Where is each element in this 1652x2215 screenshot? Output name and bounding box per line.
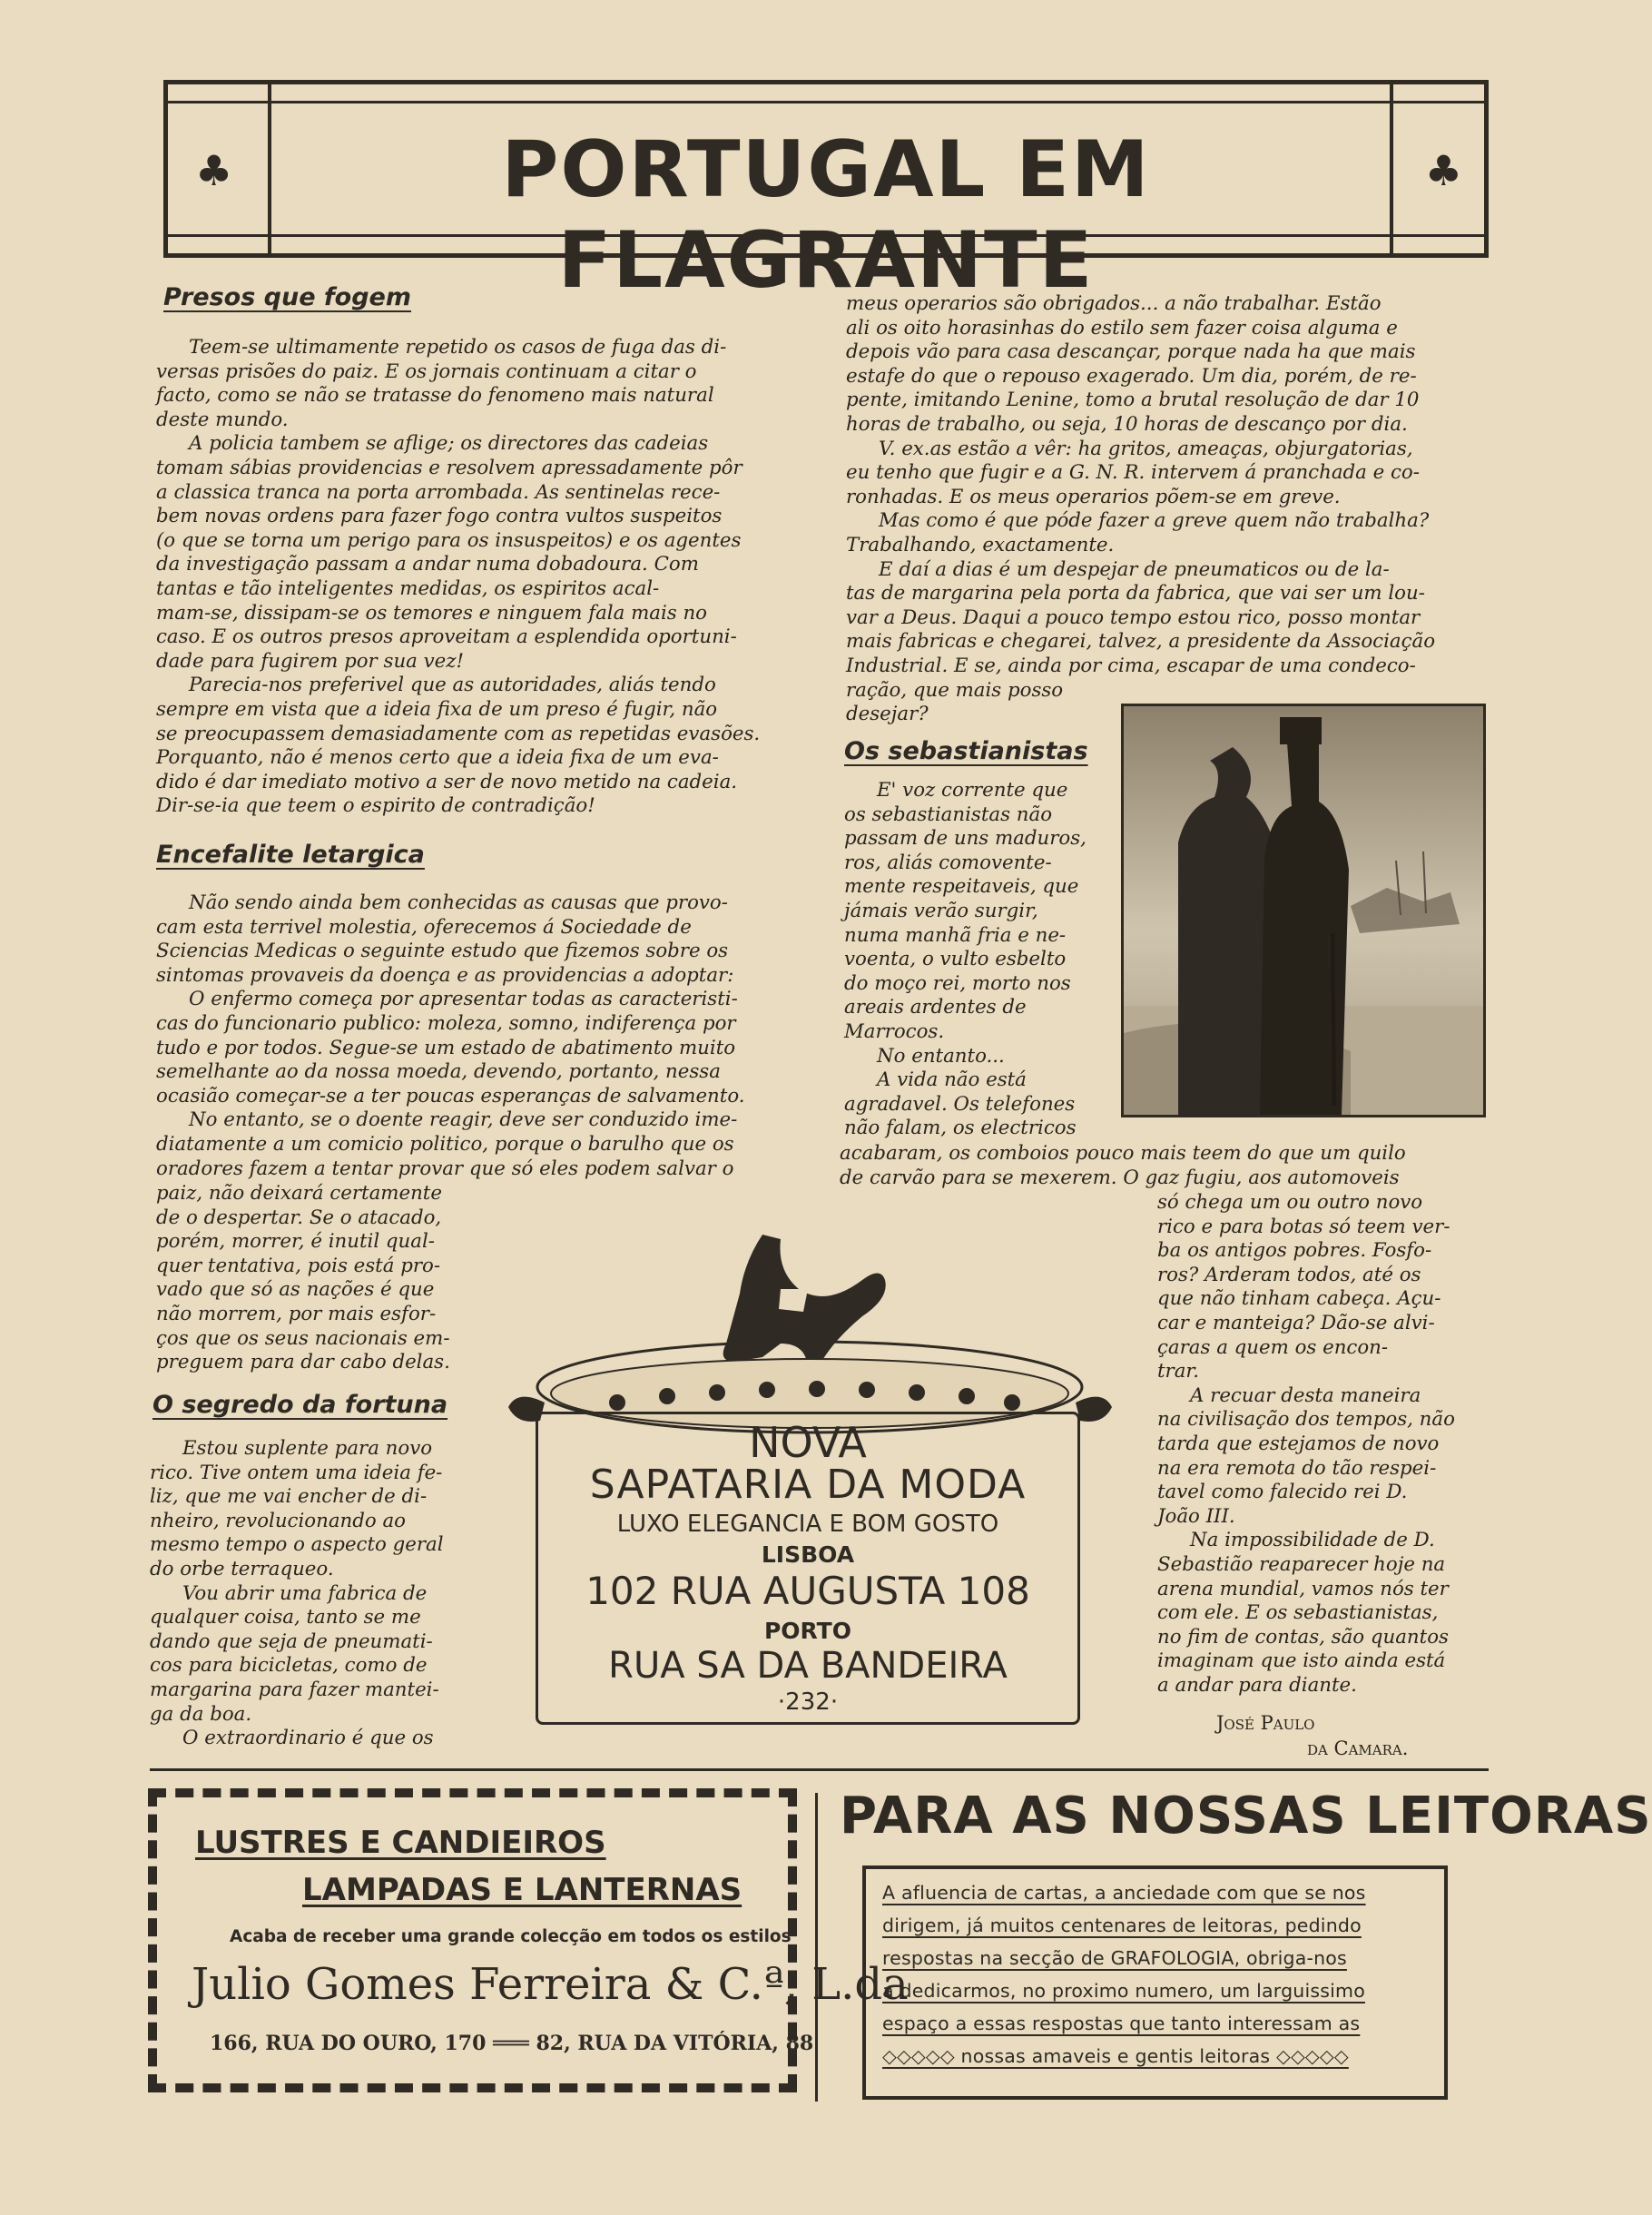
text-line: quer tentativa, pois está pro- xyxy=(156,1254,441,1277)
text-line: sintomas provaveis da doença e as providencias a adoptar: xyxy=(156,963,734,987)
text-line: areais ardentes de xyxy=(844,996,1027,1019)
text-line: os sebastianistas não xyxy=(844,802,1053,826)
text-line: horas de trabalho, ou seja, 10 horas de descanço por dia. xyxy=(846,412,1408,436)
shoe-ad-number: ·232· xyxy=(777,1688,839,1716)
leitoras-line: A afluencia de cartas, a anciedade com que se nos xyxy=(882,1882,1366,1904)
text-line: Vou abrir uma fabrica de xyxy=(182,1581,428,1605)
text-line: tudo e por todos. Segue-se um estado de abatimento muito xyxy=(156,1036,736,1059)
text-line: desejar? xyxy=(846,703,929,726)
text-line: ços que os seus nacionais em- xyxy=(156,1326,450,1350)
text-line: mente respeitaveis, que xyxy=(844,875,1079,899)
text-line: E daí a dias é um despejar de pneumaticos ou de la- xyxy=(879,557,1390,581)
text-line: facto, como se não se tratasse do fenomeno mais natural xyxy=(156,384,714,408)
text-line: Sciencias Medicas o seguinte estudo que fizemos sobre os xyxy=(156,940,729,963)
text-line: dade para fugirem por sua vez! xyxy=(156,649,465,673)
text-line: A vida não está xyxy=(877,1068,1027,1092)
clover-icon: ♣ xyxy=(1424,146,1462,195)
shoe-ad-slogan: LUXO ELEGANCIA E BOM GOSTO xyxy=(616,1511,999,1538)
author-surname: da Camara. xyxy=(1307,1738,1409,1759)
article-encefalite-continued xyxy=(156,1182,474,1375)
text-line: tavel como falecido rei D. xyxy=(1157,1481,1408,1504)
shoe-ad-panel xyxy=(536,1412,1080,1725)
text-line: jámais verão surgir, xyxy=(844,899,1038,922)
lamp-ad-line: LUSTRES E CANDIEIROS xyxy=(195,1825,606,1861)
text-line: a andar para diante. xyxy=(1157,1673,1357,1697)
author-name: José Paulo xyxy=(1216,1712,1315,1734)
shoe-ad-line: NOVA xyxy=(749,1418,867,1467)
text-line: passam de uns maduros, xyxy=(844,827,1087,851)
leitoras-line: a dedicarmos, no proximo numero, um larguissimo xyxy=(882,1980,1365,2002)
text-line: Na impossibilidade de D. xyxy=(1190,1529,1435,1552)
text-line: Mas como é que póde fazer a greve quem não trabalha? xyxy=(879,509,1430,533)
text-line: No entanto, se o doente reagir, deve ser conduzido ime- xyxy=(189,1108,738,1132)
text-line: Não sendo ainda bem conhecidas as causas que provo- xyxy=(189,891,728,914)
text-line: cam esta terrivel molestia, oferecemos á Sociedade de xyxy=(156,915,692,939)
shoe-ad-address: RUA SA DA BANDEIRA xyxy=(608,1645,1008,1687)
text-line: se preocupassem demasiadamente com as repetidas evasões. xyxy=(156,722,761,745)
text-line: João III. xyxy=(1157,1504,1235,1528)
text-line: rico. Tive ontem uma ideia fe- xyxy=(150,1461,443,1484)
text-line: dando que seja de pneumati- xyxy=(150,1629,433,1653)
text-line: Teem-se ultimamente repetido os casos de fuga das di- xyxy=(189,336,727,359)
leitoras-heading: PARA AS NOSSAS LEITORAS xyxy=(840,1787,1652,1846)
text-line: V. ex.as estão a vêr: ha gritos, ameaças, objurgatorias, xyxy=(879,437,1413,460)
text-line: só chega um ou outro novo xyxy=(1157,1191,1423,1214)
text-line: semelhante ao da nossa moeda, devendo, portanto, nessa xyxy=(156,1060,721,1084)
text-line: do moço rei, morto nos xyxy=(844,971,1071,995)
leitoras-line: dirigem, já muitos centenares de leitoras, pedindo xyxy=(882,1915,1362,1936)
article-sebastianistas xyxy=(844,779,1089,1141)
article-segredo xyxy=(150,1437,477,1751)
shoe-ad-city: PORTO xyxy=(763,1618,851,1644)
leitoras-line: espaço a essas respostas que tanto interessam as xyxy=(882,2013,1361,2034)
lamp-store-ad xyxy=(148,1788,909,2092)
article-sebastianistas-wide xyxy=(840,1142,1484,1190)
text-line: vado que só as nações é que xyxy=(156,1278,435,1302)
text-line: rico e para botas só teem ver- xyxy=(1157,1215,1450,1238)
text-line: numa manhã fria e ne- xyxy=(844,923,1067,947)
text-line: A policia tambem se aflige; os directores das cadeias xyxy=(189,432,709,456)
text-line: porém, morrer, é inutil qual- xyxy=(156,1230,435,1254)
article-presos xyxy=(156,336,805,819)
section-heading-sebastianistas: Os sebastianistas xyxy=(844,737,1088,765)
text-line: no fim de contas, são quantos xyxy=(1157,1625,1449,1649)
text-line: com ele. E os sebastianistas, xyxy=(1157,1601,1439,1625)
masthead-divider xyxy=(268,84,271,253)
text-line: liz, que me vai encher de di- xyxy=(150,1485,428,1509)
text-line: No entanto... xyxy=(877,1044,1005,1068)
masthead-divider xyxy=(1390,84,1393,253)
text-line: mam-se, dissipam-se os temores e ninguem fala mais no xyxy=(156,601,708,625)
text-line: arena mundial, vamos nós ter xyxy=(1157,1577,1449,1600)
text-line: Porquanto, não é menos certo que a ideia fixa de um eva- xyxy=(156,746,719,770)
shoe-icon xyxy=(508,1226,1112,1434)
column-divider xyxy=(815,1793,818,2102)
article-encefalite xyxy=(156,891,805,1181)
leitoras-line: ◇◇◇◇◇ nossas amaveis e gentis leitoras ◇◇◇◇◇ xyxy=(882,2045,1349,2067)
lamp-ad-address: 166, RUA DO OURO, 170 ═══ 82, RUA DA VITÓRIA, 88 xyxy=(210,2032,814,2055)
text-line: ocasião começar-se a ter poucas esperanças de salvamento. xyxy=(156,1084,745,1108)
text-line: a classica tranca na porta arrombada. As sentinelas rece- xyxy=(156,480,721,504)
text-line: çaras a quem os encon- xyxy=(1157,1335,1389,1359)
article-sebastianistas-right xyxy=(1157,1191,1480,1698)
text-line: mesmo tempo o aspecto geral xyxy=(150,1533,444,1557)
text-line: nheiro, revolucionando ao xyxy=(150,1509,406,1532)
text-line: de o despertar. Se o atacado, xyxy=(156,1206,442,1229)
text-line: caso. E os outros presos aproveitam a esplendida oportuni- xyxy=(156,625,737,649)
shoe-ad-store-name: SAPATARIA DA MODA xyxy=(589,1462,1027,1508)
text-line: que não tinham cabeça. Açu- xyxy=(1157,1287,1441,1311)
text-line: (o que se torna um perigo para os insuspeitos) e os agentes xyxy=(156,528,742,552)
text-line: não falam, os electricos xyxy=(844,1117,1077,1140)
text-line: diatamente a um comicio politico, porque o barulho que os xyxy=(156,1132,734,1156)
text-line: dido é dar imediato motivo a ser de novo metido na cadeia. xyxy=(156,770,738,793)
shoe-ad-city: LISBOA xyxy=(761,1541,855,1568)
clover-icon: ♣ xyxy=(195,146,233,195)
section-heading-segredo: O segredo da fortuna xyxy=(152,1391,448,1419)
text-line: bem novas ordens para fazer fogo contra vultos suspeitos xyxy=(156,505,723,528)
text-line: versas prisões do paiz. E os jornais continuam a citar o xyxy=(156,359,697,383)
text-line: ros, aliás comovente- xyxy=(844,851,1052,874)
text-line: Sebastião reaparecer hoje na xyxy=(1157,1552,1446,1576)
leitoras-notice xyxy=(862,1866,1448,2100)
text-line: pente, imitando Lenine, tomo a brutal resolução de dar 10 xyxy=(846,389,1420,412)
text-line: na era remota do tão respei- xyxy=(1157,1456,1437,1480)
lamp-ad-subtitle: Acaba de receber uma grande colecção em todos os estilos xyxy=(230,1927,792,1946)
text-line: ração, que mais posso xyxy=(846,678,1064,702)
page-title: PORTUGAL EM FLAGRANTE xyxy=(501,124,1151,306)
text-line: ros? Arderam todos, até os xyxy=(1157,1263,1421,1286)
text-line: tas de margarina pela porta da fabrica, que vai ser um lou- xyxy=(846,582,1425,605)
text-line: acabaram, os comboios pouco mais teem do que um quilo xyxy=(840,1142,1406,1165)
section-divider xyxy=(150,1768,1489,1771)
text-line: mais fabricas e chegarei, talvez, a presidente da Associação xyxy=(846,630,1436,654)
text-line: A recuar desta maneira xyxy=(1190,1383,1421,1407)
text-line: car e manteiga? Dão-se alvi- xyxy=(1157,1311,1435,1334)
text-line: oradores fazem a tentar provar que só eles podem salvar o xyxy=(156,1157,734,1180)
text-line: deste mundo. xyxy=(156,408,289,431)
text-line: na civilisação dos tempos, não xyxy=(1157,1408,1455,1432)
illustration-figures-image xyxy=(1124,706,1483,1115)
text-line: preguem para dar cabo delas. xyxy=(156,1351,450,1374)
text-line: não morrem, por mais esfor- xyxy=(156,1302,437,1325)
leitoras-line: respostas na secção de GRAFOLOGIA, obriga-nos xyxy=(882,1947,1347,1969)
text-line: eu tenho que fugir e a G. N. R. intervem á pranchada e co- xyxy=(846,461,1420,485)
section-heading-encefalite: Encefalite letargica xyxy=(156,841,425,869)
text-line: tarda que estejamos de novo xyxy=(1157,1432,1440,1455)
text-line: Trabalhando, exactamente. xyxy=(846,533,1115,556)
text-line: Parecia-nos preferivel que as autoridades, aliás tendo xyxy=(189,674,716,697)
text-line: E' voz corrente que xyxy=(877,779,1068,802)
masthead-rule xyxy=(168,101,1484,103)
illustration-sebastianistas xyxy=(1121,704,1486,1117)
text-line: paiz, não deixará certamente xyxy=(156,1182,442,1205)
text-line: Estou suplente para novo xyxy=(182,1437,433,1460)
text-line: Marrocos. xyxy=(844,1019,945,1043)
text-line: voenta, o vulto esbelto xyxy=(844,948,1067,971)
article-text xyxy=(156,336,805,819)
text-line: depois vão para casa descançar, porque nada ha que mais xyxy=(846,340,1416,364)
lamp-ad-company: Julio Gomes Ferreira & C.ª, L.da xyxy=(192,1959,909,2010)
text-line: tantas e tão inteligentes medidas, os espiritos acal- xyxy=(156,576,660,600)
text-line: da investigação passam a andar numa dobadoura. Com xyxy=(156,553,699,576)
text-line: qualquer coisa, tanto se me xyxy=(150,1606,421,1629)
text-line: ga da boa. xyxy=(150,1702,252,1726)
article-segredo-continued xyxy=(846,292,1487,727)
text-line: trar. xyxy=(1157,1360,1200,1383)
text-line: Industrial. E se, ainda por cima, escapar de uma condeco- xyxy=(846,654,1416,677)
text-line: agradavel. Os telefones xyxy=(844,1092,1076,1116)
text-line: do orbe terraqueo. xyxy=(150,1557,334,1580)
text-line: sempre em vista que a ideia fixa de um preso é fugir, não xyxy=(156,697,718,721)
text-line: ali os oito horasinhas do estilo sem fazer coisa alguma e xyxy=(846,316,1398,340)
section-heading-presos: Presos que fogem xyxy=(163,283,412,311)
text-line: O extraordinario é que os xyxy=(182,1727,434,1750)
text-line: ronhadas. E os meus operarios põem-se em greve. xyxy=(846,485,1341,508)
text-line: margarina para fazer mantei- xyxy=(150,1678,439,1701)
text-line: Dir-se-ia que teem o espirito de contradição! xyxy=(156,794,595,818)
text-line: imaginam que isto ainda está xyxy=(1157,1649,1446,1673)
text-line: estafe do que o repouso exagerado. Um dia, porém, de re- xyxy=(846,364,1417,388)
text-line: tomam sábias providencias e resolvem apressadamente pôr xyxy=(156,456,742,479)
text-line: ba os antigos pobres. Fosfo- xyxy=(1157,1239,1432,1263)
lamp-ad-line: LAMPADAS E LANTERNAS xyxy=(302,1872,742,1908)
text-line: meus operarios são obrigados... a não trabalhar. Estão xyxy=(846,292,1382,315)
text-line: cas do funcionario publico: moleza, somno, indiferença por xyxy=(156,1011,736,1035)
text-line: cos para bicicletas, como de xyxy=(150,1654,428,1678)
text-line: var a Deus. Daqui a pouco tempo estou rico, posso montar xyxy=(846,605,1421,629)
text-line: de carvão para se mexerem. O gaz fugiu, aos automoveis xyxy=(840,1166,1400,1189)
text-line: O enfermo começa por apresentar todas as caracteristi- xyxy=(189,988,738,1011)
shoe-ad-address: 102 RUA AUGUSTA 108 xyxy=(585,1569,1030,1613)
shoe-store-ad xyxy=(508,1226,1112,1734)
